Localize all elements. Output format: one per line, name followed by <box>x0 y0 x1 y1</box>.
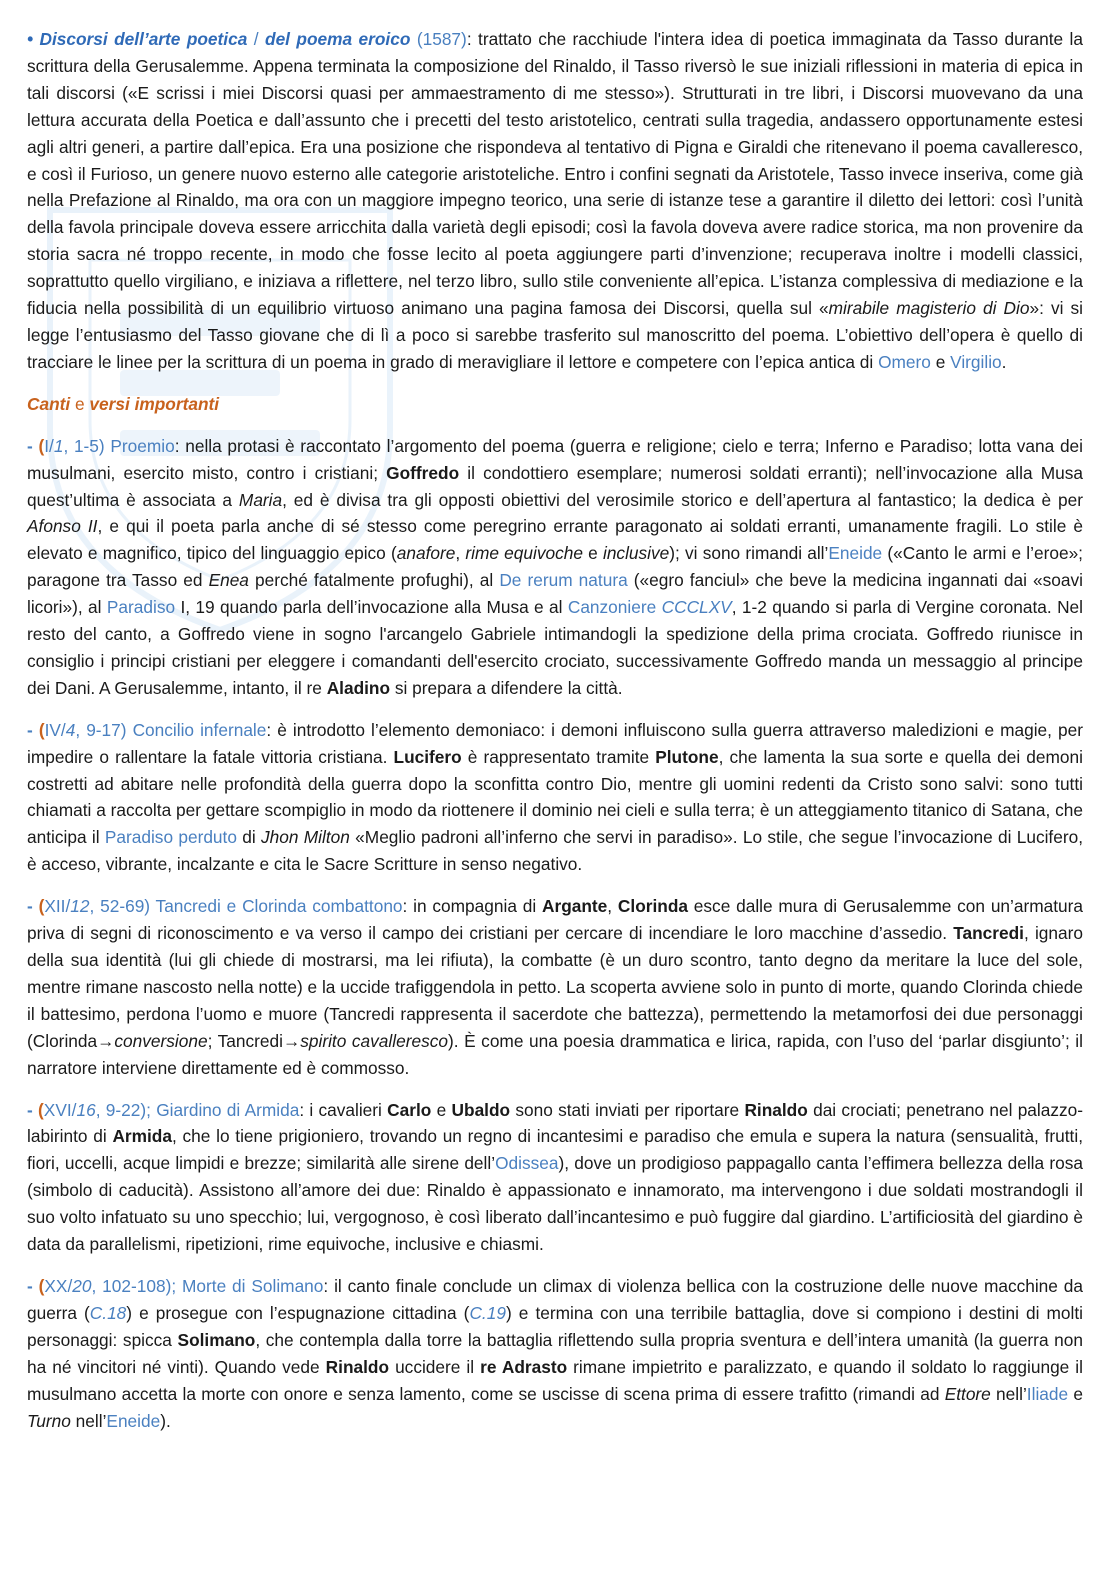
name-clorinda: Clorinda <box>617 896 688 917</box>
canto-ref-open: ( <box>38 1099 44 1120</box>
canto-roman: XVI/ <box>43 1099 77 1120</box>
text: , <box>455 543 466 564</box>
canto-roman: IV/ <box>44 719 66 740</box>
text: («egro fanciul» che beve la medicina ingannati dai «soavi licori»), al <box>27 570 1083 618</box>
link-virgilio: Virgilio <box>950 351 1002 372</box>
canto-topic: Concilio infernale <box>126 719 267 740</box>
title-poema-eroico: del poema eroico <box>265 29 411 49</box>
text: , che lo tiene prigioniero, trovando un regno di incantesimi e paradiso che emula e supera la natura (sensualità, frutti, fiori, uccelli, acque limpidi e brezze; similarità alle sirene dell’ <box>27 1126 1083 1174</box>
canto-verses: , 52-69) <box>89 896 151 917</box>
text: ); vi sono rimandi all’ <box>669 543 829 564</box>
link-paradiso-perduto: Paradiso perduto <box>104 827 237 848</box>
text: è rappresentato tramite <box>461 746 656 767</box>
canto-roman: XII/ <box>44 896 71 917</box>
canto-dash: - <box>27 1099 39 1120</box>
link-paradiso: Paradiso <box>106 597 176 618</box>
name-aladino: Aladino <box>326 677 391 698</box>
title-arte-poetica: Discorsi dell’arte poetica <box>39 29 248 49</box>
name-rinaldo: Rinaldo <box>744 1099 808 1120</box>
heading-versi: versi importanti <box>89 393 220 414</box>
canto-num: 12 <box>70 896 90 917</box>
text: , 1-2 quando si parla di Vergine coronata. Nel resto del canto, a Goffredo viene in sogno l'arcangelo Gabriele intimandogli la spedizione della prima crociata. Goffredo riunisce in consiglio i principi cristiani per eleggere i comandanti dell'esercito crociato, successivamente Goffredo manda un messaggio al principe dei Dani. A Gerusalemme, intanto, il re <box>27 597 1083 698</box>
text: : i cavalieri <box>299 1099 388 1120</box>
canto-dash: - <box>27 1275 39 1296</box>
canto-topic: Morte di Solimano <box>176 1275 324 1296</box>
canto-num: 4 <box>65 719 76 740</box>
text: , e qui il poeta parla anche di sé stesso come peregrino errante paragonato ai soldati erranti, umanamente fragili. Lo stile è elevato e magnifico, tipico del linguaggio epico ( <box>27 516 1083 564</box>
name-adrasto: re Adrasto <box>480 1356 568 1377</box>
term-inclusive: inclusive <box>602 543 670 564</box>
text: («Canto le armi e l’eroe»; paragone tra Tasso ed <box>27 543 1083 591</box>
canto-topic: Proemio <box>104 435 175 456</box>
text: nell’ <box>70 1410 107 1431</box>
section-heading <box>27 391 1083 418</box>
document-page <box>27 26 1083 1449</box>
text: ). <box>160 1410 171 1431</box>
canto-dash: - <box>27 896 39 917</box>
link-eneide: Eneide <box>106 1410 161 1431</box>
canto-1-paragraph <box>27 433 1083 702</box>
heading-canti: Canti <box>27 393 71 414</box>
text: : in compagnia di <box>402 896 542 917</box>
name-milton: Jhon Milton <box>261 827 350 848</box>
link-ccclxv: CCCLXV <box>661 597 732 618</box>
intro-end: . <box>1001 351 1007 372</box>
text: e <box>431 1099 452 1120</box>
canto-num: 1 <box>53 435 64 456</box>
canto-16-paragraph <box>27 1097 1083 1258</box>
intro-quote: mirabile magisterio di Dio <box>828 298 1030 319</box>
canto-roman: XX/ <box>44 1275 73 1296</box>
arrow-icon: → <box>97 1030 115 1051</box>
name-carlo: Carlo <box>387 1099 432 1120</box>
heading-conj: e <box>70 393 90 414</box>
link-odissea: Odissea <box>495 1153 559 1174</box>
text: , <box>607 896 618 917</box>
canto-4-paragraph <box>27 717 1083 878</box>
name-afonso: Afonso II <box>27 516 98 537</box>
text: : è introdotto l’elemento demoniaco: i demoni influiscono sulla guerra attraverso maledizioni e magie, per impedire o rallentare la fatale vittoria cristiana. <box>27 719 1083 767</box>
ref-c18: C.18 <box>89 1302 127 1323</box>
name-ubaldo: Ubaldo <box>451 1099 511 1120</box>
canto-dash: - <box>27 435 39 456</box>
name-goffredo: Goffredo <box>386 462 460 483</box>
canto-topic: Tancredi e Clorinda combattono <box>150 896 403 917</box>
name-solimano: Solimano <box>177 1329 256 1350</box>
link-canzoniere: Canzoniere <box>567 597 657 618</box>
name-tancredi: Tancredi <box>953 923 1024 944</box>
link-de-rerum-natura: De rerum natura <box>499 570 628 591</box>
canto-ref-open: ( <box>38 896 45 917</box>
name-argante: Argante <box>542 896 608 917</box>
term-anafore: anafore <box>396 543 456 564</box>
name-armida: Armida <box>112 1126 172 1147</box>
text: : il canto finale conclude un climax di violenza bellica con la costruzione delle nuove macchine da guerra ( <box>27 1275 1083 1323</box>
canto-ref-open: ( <box>38 435 45 456</box>
name-lucifero: Lucifero <box>393 746 462 767</box>
name-ettore: Ettore <box>944 1383 991 1404</box>
text: e <box>582 543 603 564</box>
text: ) e termina con una terribile battaglia, dove si compiono i destini di molti personaggi: spicca <box>27 1302 1083 1350</box>
text: perché fatalmente profughi), al <box>248 570 500 591</box>
intro-paragraph <box>27 26 1083 376</box>
text: : nella protasi è raccontato l’argomento del poema (guerra e religione; cielo e terra; Inferno e Paradiso; lotta vana dei musulmani, esercito misto, contro i cristiani; <box>27 435 1084 483</box>
ref-c19: C.19 <box>469 1302 506 1323</box>
text: , ed è divisa tra gli opposti obiettivi del verosimile storico e dell’apertura al fantastico; la dedica è per <box>282 489 1083 510</box>
text: ) e prosegue con l’espugnazione cittadina ( <box>126 1302 470 1323</box>
text: di <box>236 827 262 848</box>
canto-verses: , 1-5) <box>63 435 105 456</box>
term-rime: rime equivoche <box>465 543 583 564</box>
term-conversione: conversione <box>114 1030 208 1051</box>
name-turno: Turno <box>27 1410 71 1431</box>
intro-conj: e <box>930 351 951 372</box>
text: uccidere il <box>389 1356 481 1377</box>
text: esce dalle mura di Gerusalemme con un’armatura priva di segni di riconoscimento e va verso il campo dei cristiani per cercare di incendiare le loro macchine d’assedio. <box>27 896 1084 944</box>
text: il condottiero esemplare; numerosi soldati erranti); nell’invocazione alla Musa quest’ultima è associata a <box>27 462 1083 510</box>
canto-roman: I/ <box>44 435 54 456</box>
bullet: • <box>27 29 34 49</box>
text: e <box>1068 1383 1083 1404</box>
text: ), dove un prodigioso pappagallo canta l’effimera bellezza della rosa (simbolo di caducità). Assistono all’amore dei due: Rinaldo è appassionato e innamorato, ma intervengono i due soldati mostrandogli il suo volto infatuato su uno specchio; lui, vergognoso, è così liberato dall’incantesimo e può fuggire dal giardino. L’artificiosità del giardino è data da parallelismi, ripetizioni, rime equivoche, inclusive e chiasmi. <box>27 1153 1083 1255</box>
canto-verses: , 102-108); <box>91 1275 177 1296</box>
text: dai crociati; penetrano nel palazzo-labirinto di <box>27 1099 1084 1147</box>
canto-verses: , 9-22); <box>95 1099 151 1120</box>
text: ; Tancredi <box>207 1030 283 1051</box>
text: , ignaro della sua identità (lui gli chiede di mostrarsi, ma lei rifiuta), la combatte (è un duro scontro, tanto degno da meritare la luce del sole, mentre rimane nascosto nella notte) e la uccide trafiggendola in petto. La scoperta avviene solo in punto di morte, quando Clorinda chiede il battesimo, perdona l’uomo e muore (Tancredi rappresenta il sacerdote che battezza), permettendo la metamorfosi dei due personaggi (Clorinda <box>27 923 1083 1051</box>
name-plutone: Plutone <box>655 746 719 767</box>
intro-text-2: »: vi si legge l’entusiasmo del Tasso giovane che di lì a poco si sarebbe trasferito sul manoscritto del poema. L’obiettivo dell’opera è quello di tracciare le linee per la scrittura di un poema in grado di meravigliare il lettore e competere con l’epica antica di <box>27 298 1083 372</box>
name-rinaldo: Rinaldo <box>325 1356 390 1377</box>
canto-num: 16 <box>76 1099 96 1120</box>
link-omero: Omero <box>878 351 931 372</box>
canto-ref-open: ( <box>38 719 45 740</box>
text: si prepara a difendere la città. <box>390 677 623 698</box>
text: I, 19 quando parla dell’invocazione alla Musa e al <box>175 597 568 618</box>
canto-verses: , 9-17) <box>75 719 127 740</box>
canto-dash: - <box>27 719 39 740</box>
arrow-icon: → <box>282 1030 301 1051</box>
link-eneide: Eneide <box>828 543 883 564</box>
canto-12-paragraph <box>27 893 1083 1081</box>
canto-topic: Giardino di Armida <box>150 1099 300 1120</box>
text: «Meglio padroni all’inferno che servi in paradiso». Lo stile, che segue l’invocazione di Lucifero, è acceso, vibrante, incalzante e cita le Sacre Scritture in senso negativo. <box>27 827 1084 875</box>
title-slash: / <box>253 29 259 49</box>
intro-text-1: : trattato che racchiude l'intera idea di poetica immaginata da Tasso durante la scrittura della Gerusalemme. Appena terminata la composizione del Rinaldo, il Tasso riversò le sue iniziali riflessioni in materia di epica in tali discorsi («E scrissi i miei Discorsi quasi per ammaestramento di me stesso»). Strutturati in tre libri, i Discorsi muovevano da una lettura accurata della Poetica e dall’assunto che i precetti del testo aristotelico, centrati sulla tragedia, andassero opportunamente estesi agli altri generi, a partire dall’epica. Era una posizione che rispondeva al tentativo di Pigna e Giraldi che ritenevano il poema cavalleresco, e così il Furioso, un genere nuovo esterno alle categorie aristoteliche. Entro i confini segnati da Aristotele, Tasso invece inseriva, come già nella Prefazione al Rinaldo, ma ora con un maggiore impegno teorico, una serie di istanze tese a garantire il diletto dei lettori: così l’unità della favola principale doveva essere arricchita dalla varietà degli episodi; così la favola doveva avere radice storica, ma non provenire da storia sacra né troppo recente, in modo che fosse lecito al poeta aggiungere parti d’invenzione; recuperava inoltre i modelli classici, soprattutto quello virgiliano, e iniziava a riflettere, nel terzo libro, sullo stile conveniente all’epica. L’istanza complessiva di mediazione e la fiducia nella possibilità di un equilibrio virtuoso animano una pagina famosa dei Discorsi, quella sul « <box>27 29 1083 319</box>
text: rimane impietrito e paralizzato, e quando il soldato lo raggiunge il musulmano accetta la morte con onore e senza lamento, come se uscisse di scena prima di essere trafitto (rimandi ad <box>27 1356 1083 1404</box>
text: , che contempla dalla torre la battaglia riflettendo sulla propria sventura e dell’intera umanità (la guerra non ha né vincitori né vinti). Quando vede <box>27 1329 1084 1377</box>
link-iliade: Iliade <box>1026 1383 1069 1404</box>
name-enea: Enea <box>208 570 249 591</box>
text: , che lamenta la sua sorte e quella dei demoni costretti ad abitare nelle profondità della guerra dopo la sconfitta contro Dio, mentre gli uomini redenti da Cristo sono salvi: sono tutti chiamati a raccolta per gettare scompiglio in modo da riottenere il dominio nei cieli e sulla terra; è un atteggiamento titanico di Satana, che anticipa il <box>27 746 1083 848</box>
name-maria: Maria <box>238 489 283 510</box>
text: nell’ <box>990 1383 1027 1404</box>
text: ). È come una poesia drammatica e lirica, rapida, con l’uso del ‘parlar disgiunto’; il narratore interviene direttamente ed è commosso. <box>27 1030 1083 1078</box>
text: sono stati inviati per riportare <box>510 1099 745 1120</box>
canto-num: 20 <box>72 1275 92 1296</box>
term-spirito: spirito cavalleresco <box>300 1030 448 1051</box>
canto-ref-open: ( <box>38 1275 45 1296</box>
year: (1587) <box>416 29 467 49</box>
canto-20-paragraph <box>27 1273 1083 1434</box>
